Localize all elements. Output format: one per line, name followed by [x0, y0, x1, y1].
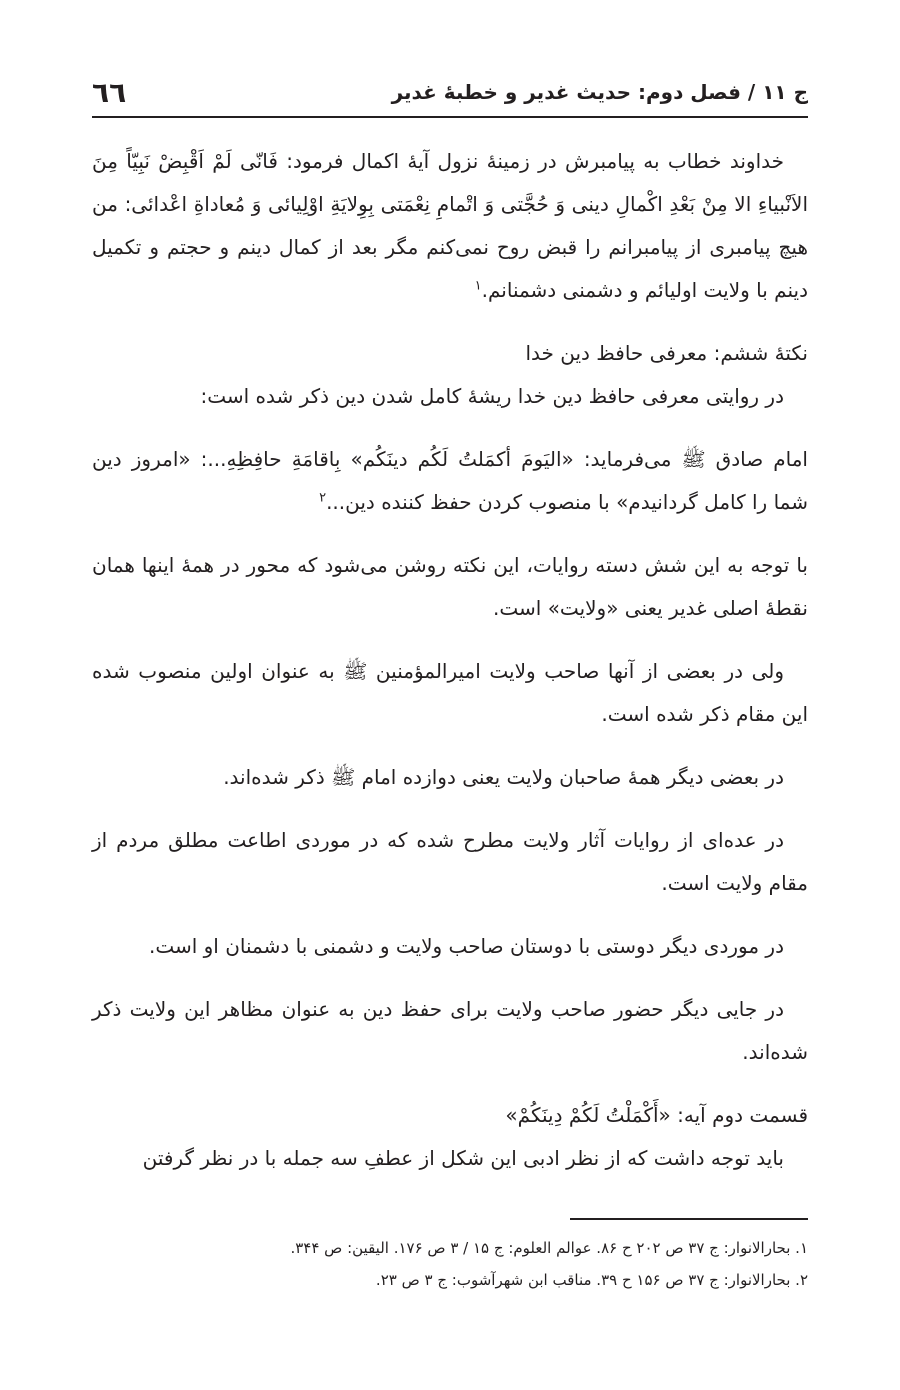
footnote-1: ۱. بحارالانوار: ج ۳۷ ص ۲۰۲ ح ۸۶. عوالم العلوم: ج ۱۵ / ۳ ص ۱۷۶. الیقین: ص ۳۴۴. — [290, 1239, 808, 1257]
running-title: ج ۱۱ / فصل دوم: حدیث غدیر و خطبهٔ غدیر — [391, 80, 808, 104]
paragraph-1 — [92, 140, 808, 312]
paragraph-3 — [92, 438, 808, 524]
footnote-ref-2: ۲ — [319, 490, 327, 506]
paragraph-9: در جایی دیگر حضور صاحب ولایت برای حفظ دین به عنوان مظاهر این ولایت ذکر شده‌اند. — [92, 997, 808, 1064]
footnote-ref-1: ۱ — [474, 278, 482, 294]
paragraph-4: با توجه به این شش دسته روایات، این نکته روشن می‌شود که محور در همهٔ اینها همان نقطهٔ اصلی غدیر یعنی «ولایت» است. — [92, 553, 808, 620]
paragraph-7: در عده‌ای از روایات آثار ولایت مطرح شده که در موردی اطاعت مطلق مردم از مقام ولایت است. — [92, 828, 808, 895]
paragraph-8: در موردی دیگر دوستی با دوستان صاحب ولایت و دشمنی با دشمنان او است. — [148, 934, 784, 958]
page-number: ٦٦ — [92, 75, 127, 109]
paragraph-5: ولی در بعضی از آنها صاحب ولایت امیرالمؤمنین ﷺ به عنوان اولین منصوب شده این مقام ذکر شده است. — [92, 659, 808, 726]
paragraph-3-text: امام صادق ﷺ می‌فرماید: «الیَومَ أکمَلتُ لَکُم دینَکُم» بِاقامَةِ حافِظِهِ...: «امروز دین شما را کامل گردانیدم» با منصوب کردن حفظ کننده دین... — [92, 447, 808, 514]
section-heading-part2: قسمت دوم آیه: «أَکْمَلْتُ لَکُمْ دِینَکُمْ» — [505, 1103, 808, 1127]
footnote-2: ۲. بحارالانوار: ج ۳۷ ص ۱۵۶ ح ۳۹. مناقب ابن شهرآشوب: ج ۳ ص ۲۳. — [375, 1271, 808, 1289]
footnote-rule — [570, 1218, 808, 1220]
paragraph-6: در بعضی دیگر همهٔ صاحبان ولایت یعنی دوازده امام ﷺ ذکر شده‌اند. — [223, 765, 784, 789]
footnotes — [92, 1232, 808, 1296]
paragraph-10: باید توجه داشت که از نظر ادبی این شکل از عطفِ سه جمله با در نظر گرفتن — [142, 1146, 784, 1170]
paragraph-2: در روایتی معرفی حافظ دین خدا ریشهٔ کامل شدن دین ذکر شده است: — [200, 384, 784, 408]
header-rule — [92, 116, 808, 118]
body-text — [92, 140, 808, 1180]
page-header — [92, 70, 808, 114]
section-heading-6: نکتهٔ ششم: معرفی حافظ دین خدا — [525, 341, 808, 365]
paragraph-1-text: خداوند خطاب به پیامبرش در زمینهٔ نزول آیهٔ اکمال فرمود: فَانّی لَمْ اَقْبِضْ نَبِیّاً مِنَ الاَنْبیاءِ الا مِنْ بَعْدِ اکْمالِ دینی وَ حُجَّتی وَ اتْمامِ نِعْمَتی بِوِلایَةِ اوْلِیائی وَ مُعاداةِ اعْدائی: من هیچ پیامبری از پیامبرانم را قبض روح نمی‌کنم مگر بعد از کمال دینم و حجتم و تکمیل دینم با ولایت اولیائم و دشمنی دشمنانم. — [92, 149, 808, 302]
